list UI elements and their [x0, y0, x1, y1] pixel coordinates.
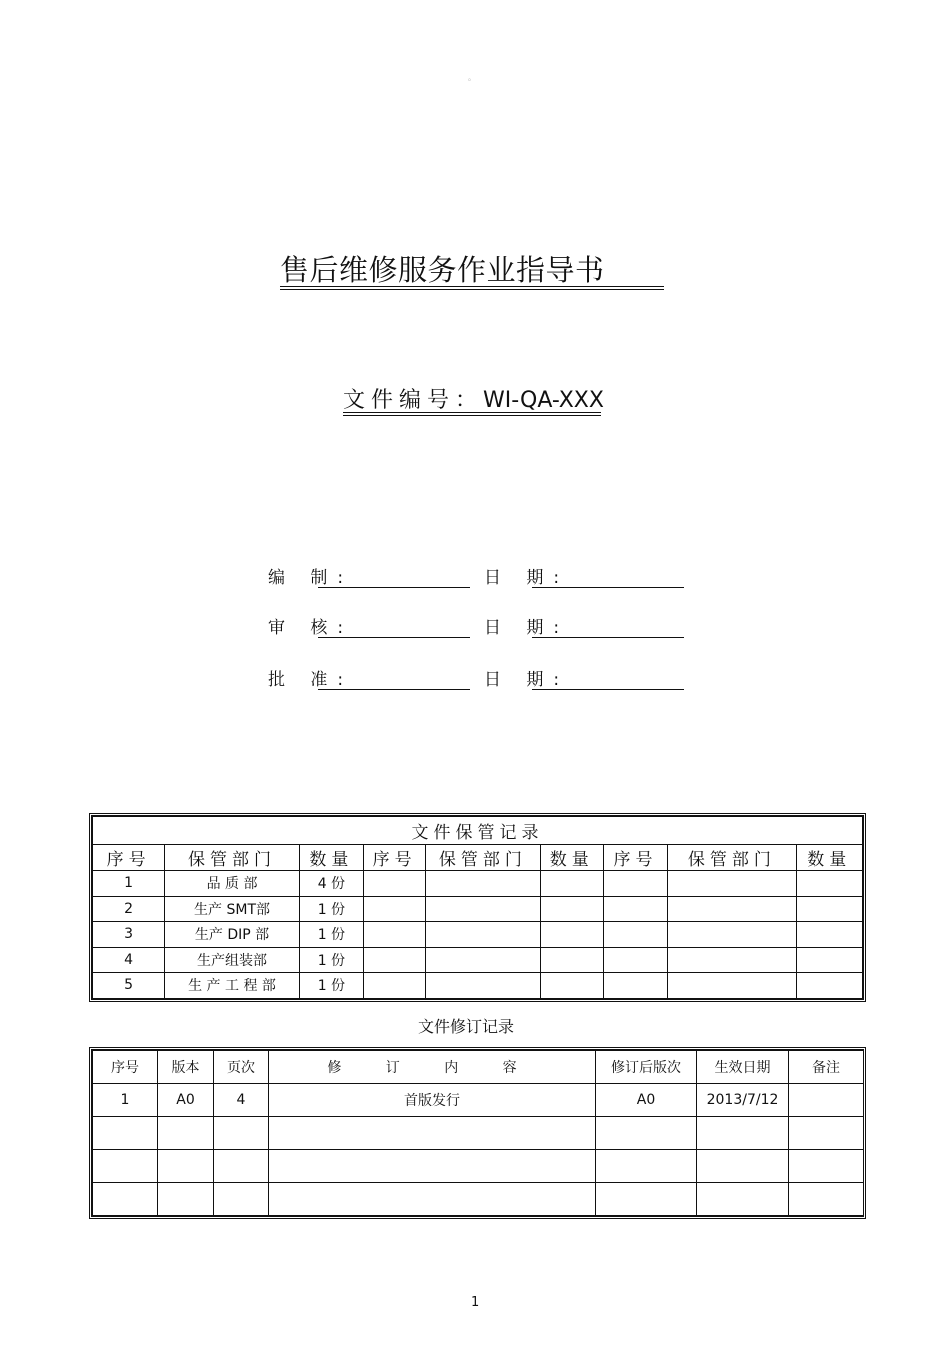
table-cell: [796, 973, 862, 999]
table-cell: 生产 SMT部: [165, 896, 300, 922]
date-label: 日 期:: [484, 670, 570, 690]
table-cell: 首版发行: [269, 1084, 596, 1117]
header-cell: 页次: [214, 1051, 269, 1084]
table-cell: [426, 973, 540, 999]
title-underline-2: [280, 289, 664, 290]
table-cell: [668, 871, 796, 897]
table-cell: A0: [596, 1084, 697, 1117]
table-cell: [789, 1150, 864, 1183]
table-cell: [364, 922, 426, 948]
table-cell: [364, 973, 426, 999]
table-row: [93, 1150, 864, 1183]
table-cell: [214, 1117, 269, 1150]
title-underline: [280, 286, 664, 287]
revision-table: [92, 1050, 864, 1216]
table-row: [93, 871, 863, 897]
doc-number-label: 文件编号：: [343, 388, 484, 413]
header-cell: 版本: [158, 1051, 214, 1084]
table-cell: [789, 1117, 864, 1150]
table-cell: [697, 1150, 789, 1183]
table-cell: [603, 871, 667, 897]
date-blank[interactable]: [532, 671, 684, 690]
table-row: [93, 922, 863, 948]
header-cell: 保管部门: [165, 845, 300, 871]
table-row: [93, 1117, 864, 1150]
revision-table-caption: 文件修订记录: [418, 1017, 515, 1036]
table-cell: [269, 1183, 596, 1216]
header-cell: 备注: [789, 1051, 864, 1084]
table-cell: [158, 1183, 214, 1216]
signature-blank[interactable]: [318, 671, 470, 690]
signature-label: 审 核:: [268, 618, 354, 638]
table-row: [93, 896, 863, 922]
table-cell: [603, 922, 667, 948]
table-cell: [540, 922, 603, 948]
table-cell: [796, 947, 862, 973]
table-cell: [668, 947, 796, 973]
table-cell: [364, 947, 426, 973]
custody-table: [92, 816, 863, 999]
date-label: 日 期:: [484, 568, 570, 588]
signature-blank[interactable]: [318, 569, 470, 588]
table-cell: 生产组装部: [165, 947, 300, 973]
doc-number-underline-2: [343, 415, 601, 416]
table-cell: 1 份: [299, 922, 363, 948]
signature-row-approved: [268, 665, 684, 690]
header-cell: 序号: [93, 1051, 158, 1084]
custody-table-header: [93, 845, 863, 871]
header-cell: 数量: [540, 845, 603, 871]
table-cell: [426, 896, 540, 922]
table-cell: [269, 1150, 596, 1183]
table-cell: [540, 973, 603, 999]
date-blank[interactable]: [532, 619, 684, 638]
table-cell: 3: [93, 922, 165, 948]
header-cell: 生效日期: [697, 1051, 789, 1084]
table-cell: 1: [93, 871, 165, 897]
table-cell: [540, 871, 603, 897]
table-cell: 5: [93, 973, 165, 999]
table-cell: 1 份: [299, 947, 363, 973]
table-cell: [697, 1117, 789, 1150]
table-cell: [426, 922, 540, 948]
table-cell: [603, 947, 667, 973]
signature-label: 批 准:: [268, 670, 354, 690]
header-cell: 修 订 内 容: [269, 1051, 596, 1084]
table-cell: 4: [93, 947, 165, 973]
table-row: [93, 1183, 864, 1216]
table-cell: [158, 1150, 214, 1183]
page-number: 1: [471, 1295, 480, 1310]
table-cell: [668, 973, 796, 999]
signature-blank[interactable]: [318, 619, 470, 638]
header-mark: 。: [468, 73, 476, 82]
table-cell: 4 份: [299, 871, 363, 897]
header-cell: 数量: [299, 845, 363, 871]
date-blank[interactable]: [532, 569, 684, 588]
table-cell: [93, 1150, 158, 1183]
table-cell: [697, 1183, 789, 1216]
table-cell: 1 份: [299, 973, 363, 999]
header-cell: 序号: [93, 845, 165, 871]
table-row: [93, 973, 863, 999]
table-cell: 1: [93, 1084, 158, 1117]
table-cell: [93, 1183, 158, 1216]
document-title: 售后维修服务作业指导书: [280, 253, 605, 287]
date-label: 日 期:: [484, 618, 570, 638]
table-cell: [796, 896, 862, 922]
header-cell: 数量: [796, 845, 862, 871]
table-cell: A0: [158, 1084, 214, 1117]
custody-table-frame: [89, 813, 866, 1002]
doc-number-value: WI-QA-XXX: [483, 388, 604, 413]
table-cell: [596, 1117, 697, 1150]
header-cell: 修订后版次: [596, 1051, 697, 1084]
table-cell: [540, 947, 603, 973]
table-row: [93, 947, 863, 973]
table-cell: [158, 1117, 214, 1150]
table-cell: [364, 896, 426, 922]
table-cell: 2: [93, 896, 165, 922]
revision-table-frame: [89, 1047, 866, 1219]
table-cell: [214, 1150, 269, 1183]
table-cell: [426, 871, 540, 897]
table-cell: 2013/7/12: [697, 1084, 789, 1117]
table-cell: 品 质 部: [165, 871, 300, 897]
signature-label: 编 制:: [268, 568, 354, 588]
table-cell: 1 份: [299, 896, 363, 922]
table-cell: [603, 896, 667, 922]
table-cell: [426, 947, 540, 973]
table-cell: [796, 871, 862, 897]
table-cell: [789, 1084, 864, 1117]
table-cell: [269, 1117, 596, 1150]
revision-table-header: [93, 1051, 864, 1084]
table-cell: [364, 871, 426, 897]
header-cell: 保管部门: [668, 845, 796, 871]
signature-row-prepared: [268, 563, 684, 588]
header-cell: 序号: [364, 845, 426, 871]
table-row: [93, 1084, 864, 1117]
table-cell: 生 产 工 程 部: [165, 973, 300, 999]
table-cell: [603, 973, 667, 999]
table-cell: [540, 896, 603, 922]
header-cell: 保管部门: [426, 845, 540, 871]
table-cell: [596, 1183, 697, 1216]
table-cell: [596, 1150, 697, 1183]
table-cell: [668, 922, 796, 948]
table-cell: [796, 922, 862, 948]
signature-row-reviewed: [268, 613, 684, 638]
table-cell: [93, 1117, 158, 1150]
table-cell: 4: [214, 1084, 269, 1117]
header-cell: 序号: [603, 845, 667, 871]
table-cell: 生产 DIP 部: [165, 922, 300, 948]
table-cell: [668, 896, 796, 922]
table-cell: [214, 1183, 269, 1216]
table-cell: [789, 1183, 864, 1216]
doc-number-underline: [343, 412, 601, 413]
custody-table-caption: 文件保管记录: [93, 817, 863, 845]
